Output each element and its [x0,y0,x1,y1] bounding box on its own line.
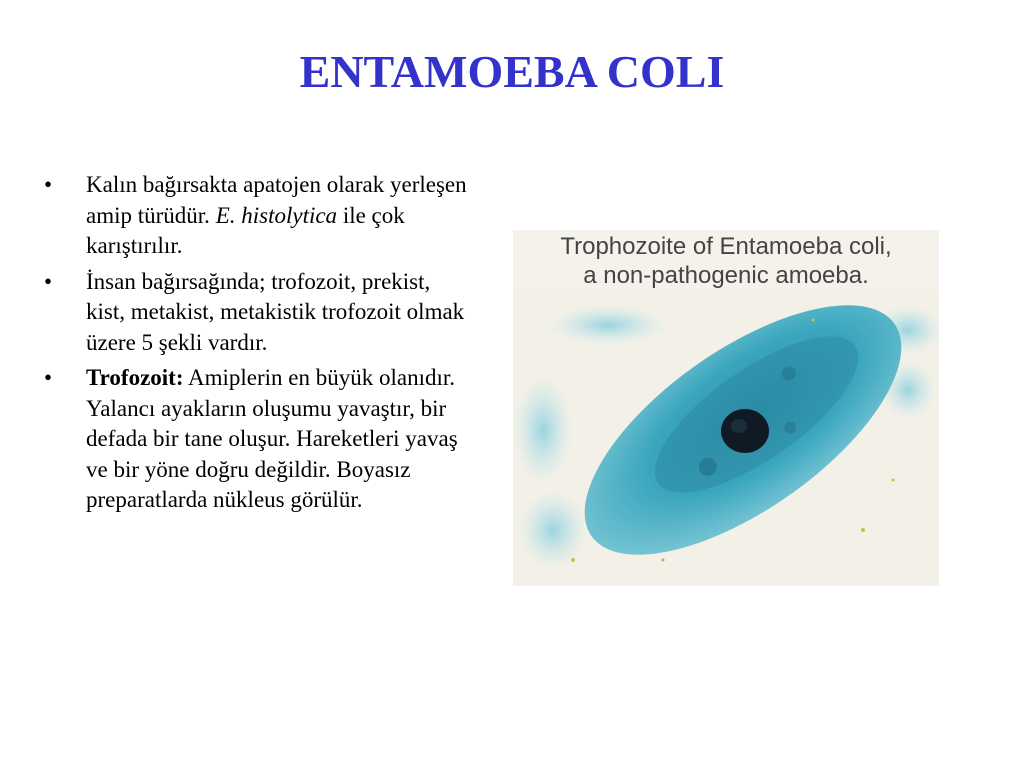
caption-line-2: a non-pathogenic amoeba. [583,262,869,289]
bullet-1-text: Kalın bağırsakta apatojen olarak yerleşen amip türüdür. [86,172,467,228]
trophozoite-micrograph [513,230,939,586]
bullet-dot-icon: • [44,268,53,294]
speck [812,319,815,322]
speck [571,558,575,562]
bullet-1-species: E. histolytica [215,202,338,228]
figure-caption [513,232,939,290]
caption-line-1: Trophozoite of Entamoeba coli, [560,233,892,260]
bullet-item-2 [44,267,474,359]
bullet-1-text-end: ile çok karıştırılır. [86,202,405,258]
slide-title: ENTAMOEBA COLI [299,46,725,97]
speck [662,559,665,562]
bullet-item-1 [44,170,474,262]
bullet-2-text: İnsan bağırsağında; trofozoit, prekist, kist, metakist, metakistik trofozoit olmak üzere 5 şekli vardır. [86,268,465,355]
bullet-item-3 [44,363,474,516]
background-debris [518,490,588,570]
bullet-3-text: Amiplerin en büyük olanıdır. Yalancı ayakların oluşumu yavaştır, bir defada bir tane oluşur. Hareketleri yavaş ve bir yöne doğru değildir. Boyasız preparatlarda nükleus görülür. [86,365,458,512]
background-debris [513,375,573,485]
speck [861,528,865,532]
bullet-dot-icon: • [44,365,53,390]
bullet-dot-icon: • [44,172,53,197]
bullet-3-term: Trofozoit: [86,365,184,390]
bullet-list [44,170,474,521]
nucleus-highlight [731,419,747,433]
speck [892,479,895,482]
nucleus [721,409,769,453]
background-debris [548,305,668,345]
